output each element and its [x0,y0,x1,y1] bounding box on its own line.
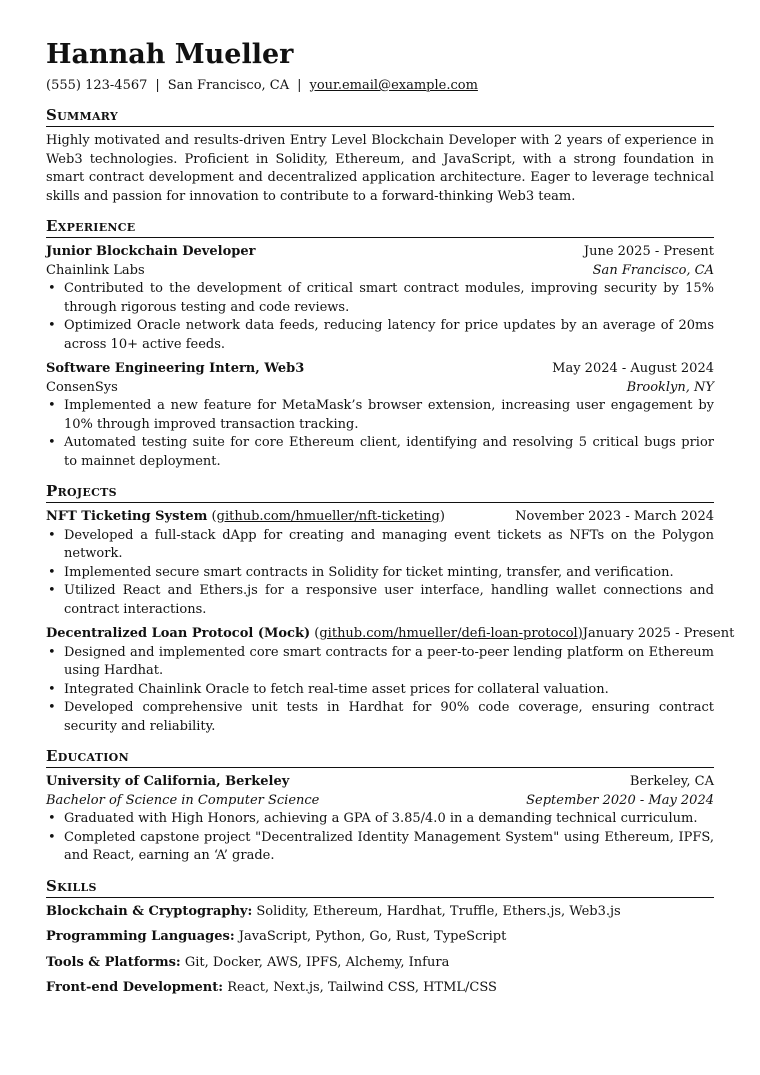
school-name: University of California, Berkeley [46,774,290,789]
bullet-item: • Automated testing suite for core Ethereum client, identifying and resolving 5 critical bugs prior to mainnet deployment. [64,434,714,471]
project-link[interactable]: github.com/hmueller/nft-ticketing [216,509,440,524]
skills-list [46,903,714,998]
education-dates: September 2020 - May 2024 [526,792,714,808]
location: San Francisco, CA [167,78,290,93]
skill-value: JavaScript, Python, Go, Rust, TypeScript [238,929,507,944]
job-bullets [46,280,714,354]
section-title-skills: Skills [46,876,714,898]
job-company: Chainlink Labs [46,262,145,278]
bullet-item: • Graduated with High Honors, achieving a GPA of 3.85/4.0 in a demanding technical curriculum. [64,810,714,829]
project-entry: NFT Ticketing System (github.com/hmueller/nft-ticketing) November 2023 - March 2024 • Developed a full-stack dApp for creating and managing event tickets as NFTs on the Polygon network. • Implemented secure smart contracts in Solidity for ticket minting, transfer, and verification. • Utilized React and Ethers.js for a responsive user interface, handling wallet connections and contract interactions. [46,508,714,619]
skill-line [46,928,714,947]
skill-value: Solidity, Ethereum, Hardhat, Truffle, Ethers.js, Web3.js [256,903,621,919]
summary-text: Highly motivated and results-driven Entry Level Blockchain Developer with 2 years of experience in Web3 technologies. Proficient in Solidity, Ethereum, and JavaScript, with a strong foundation in smart contract development and decentralized application architecture. Eager to leverage technical skills and passion for innovation to contribute to a forward-thinking Web3 team. [46,133,714,204]
bullet-item: • Implemented a new feature for MetaMask’s browser extension, increasing user engagement by 10% through improved transaction tracking. [64,397,714,434]
skill-label: Tools & Platforms: [46,954,181,970]
project-name: Decentralized Loan Protocol (Mock) [46,626,311,641]
skill-value: Git, Docker, AWS, IPFS, Alchemy, Infura [184,954,450,970]
job-role: Junior Blockchain Developer [46,244,256,259]
email-link[interactable]: your.email@example.com [309,78,478,93]
school-location: Berkeley, CA [629,774,714,789]
skill-line [46,979,714,998]
education-bullets [46,810,714,866]
skill-label: Blockchain & Cryptography: [46,903,253,919]
job-dates: May 2024 - August 2024 [552,361,714,376]
bullet-item: • Developed a full-stack dApp for creating and managing event tickets as NFTs on the Polygon network. [64,527,714,564]
project-dates: November 2023 - March 2024 [515,509,714,524]
skill-line [46,903,714,922]
project-dates: January 2025 - Present [582,626,735,641]
job-bullets [46,397,714,471]
job-location: San Francisco, CA [592,262,714,278]
bullet-item: • Utilized React and Ethers.js for a responsive user interface, handling wallet connections and contract interactions. [64,582,714,619]
skill-value: React, Next.js, Tailwind CSS, HTML/CSS [227,980,497,995]
section-title-summary: Summary [46,105,714,127]
bullet-item: • Completed capstone project "Decentralized Identity Management System" using Ethereum, IPFS, and React, earning an ‘A’ grade. [64,829,714,866]
project-link[interactable]: github.com/hmueller/defi-loan-protocol [319,626,578,641]
education-entry [46,773,714,866]
bullet-item: • Optimized Oracle network data feeds, reducing latency for price updates by an average of 20ms across 10+ active feeds. [64,317,714,354]
degree: Bachelor of Science in Computer Science [46,792,320,808]
section-title-education: Education [46,746,714,768]
project-name: NFT Ticketing System [46,509,208,524]
section-title-experience: Experience [46,216,714,238]
phone-number: (555) 123-4567 [46,78,148,93]
contact-line [46,77,714,95]
job-location: Brooklyn, NY [626,379,714,395]
experience-entry [46,360,714,471]
contact-separator: | [155,78,160,93]
project-entry: Decentralized Loan Protocol (Mock) (github.com/hmueller/defi-loan-protocol) January 2025 - Present • Designed and implemented core smart contracts for a peer-to-peer lending platform on Ethereum using Hardhat. • Integrated Chainlink Oracle to fetch real-time asset prices for collateral valuation. • Developed comprehensive unit tests in Hardhat for 90% code coverage, ensuring contract security and reliability. [46,625,714,736]
section-title-projects: Projects [46,481,714,503]
experience-entry [46,243,714,354]
resume-header [46,38,714,95]
project-bullets [46,527,714,620]
skill-label: Programming Languages: [46,929,235,944]
skill-label: Front-end Development: [46,980,224,995]
bullet-item: • Designed and implemented core smart contracts for a peer-to-peer lending platform on Ethereum using Hardhat. [64,644,714,681]
bullet-item: • Contributed to the development of critical smart contract modules, improving security by 15% through rigorous testing and code reviews. [64,280,714,317]
candidate-name: Hannah Mueller [46,39,294,70]
job-dates: June 2025 - Present [583,244,714,259]
job-role: Software Engineering Intern, Web3 [46,361,305,376]
skill-line [46,954,714,973]
project-bullets [46,644,714,737]
bullet-item: • Implemented secure smart contracts in Solidity for ticket minting, transfer, and verification. [64,564,714,583]
bullet-item: • Developed comprehensive unit tests in Hardhat for 90% code coverage, ensuring contract security and reliability. [64,699,714,736]
bullet-item: • Integrated Chainlink Oracle to fetch real-time asset prices for collateral valuation. [64,681,714,700]
job-company: ConsenSys [46,379,118,395]
contact-separator: | [297,78,302,93]
